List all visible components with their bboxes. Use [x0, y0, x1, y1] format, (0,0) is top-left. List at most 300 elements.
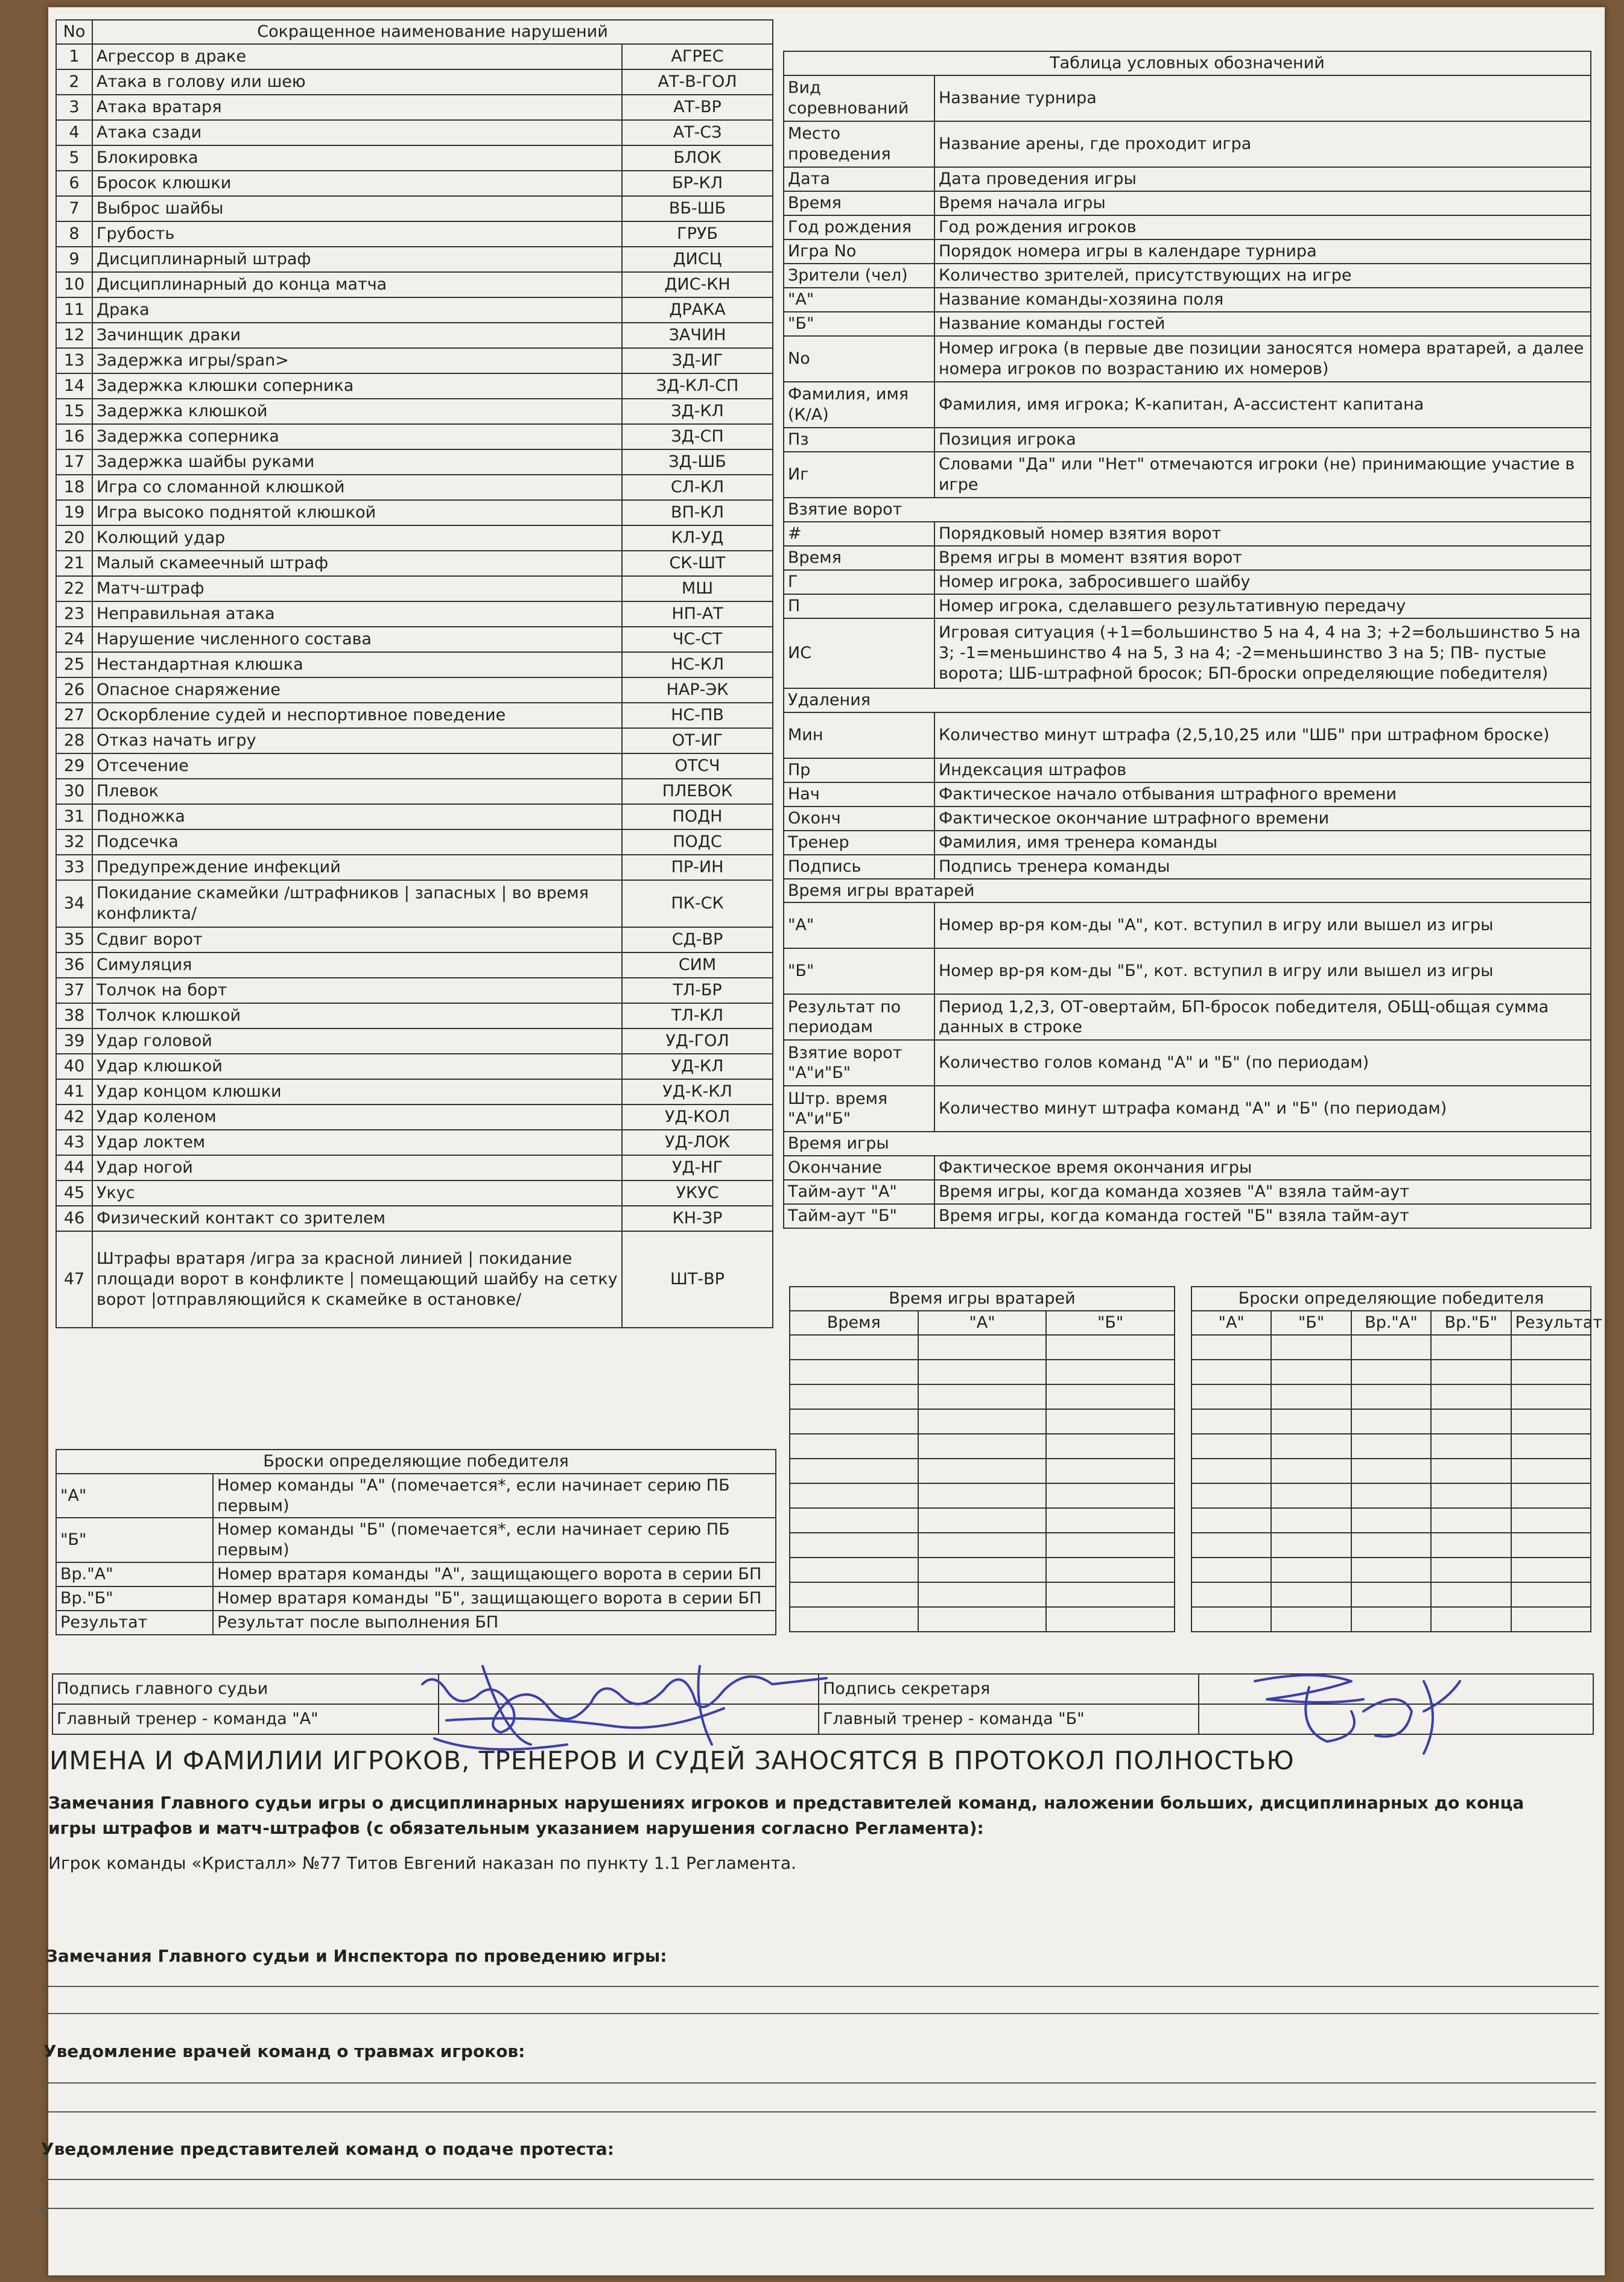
- violation-row: [56, 601, 773, 627]
- violation-code: УКУС: [622, 1181, 773, 1206]
- goalie-time-cell[interactable]: [790, 1459, 918, 1483]
- violation-name: Драка: [92, 297, 622, 323]
- legend-row: [784, 1086, 1591, 1132]
- shootout-row: [1191, 1335, 1591, 1360]
- goalie-time-cell[interactable]: [790, 1533, 918, 1558]
- shootout-cell[interactable]: [1431, 1434, 1511, 1459]
- violation-no: 22: [56, 576, 92, 601]
- violation-row: [56, 1231, 773, 1328]
- shootout-cell[interactable]: [1511, 1360, 1591, 1384]
- shootout-legend-row: [56, 1611, 776, 1635]
- shootout-cell[interactable]: [1431, 1533, 1511, 1558]
- goalie-time-cell[interactable]: [790, 1483, 918, 1508]
- goalie-time-cell[interactable]: [790, 1582, 918, 1607]
- goalie-time-row: [790, 1582, 1175, 1607]
- shootout-cell[interactable]: [1271, 1508, 1351, 1533]
- violation-row: [56, 1054, 773, 1079]
- violation-name: Нестандартная клюшка: [92, 652, 622, 677]
- violation-no: 28: [56, 728, 92, 753]
- goalie-time-cell[interactable]: [790, 1360, 918, 1384]
- violation-row: [56, 753, 773, 779]
- violation-no: 1: [56, 44, 92, 69]
- violation-row: [56, 1003, 773, 1028]
- shootout-cell[interactable]: [1431, 1384, 1511, 1409]
- shootout-legend-value: Номер команды "Б" (помечается*, если начинает серию ПБ первым): [213, 1518, 776, 1562]
- violation-name: Грубость: [92, 221, 622, 247]
- shootout-legend-body: [56, 1474, 776, 1635]
- shootout-cell[interactable]: [1511, 1582, 1591, 1607]
- violation-row: [56, 399, 773, 424]
- legend-key: Взятие ворот "А"и"Б": [784, 1040, 934, 1086]
- shootout-cell[interactable]: [1431, 1582, 1511, 1607]
- shootout-cell[interactable]: [1191, 1335, 1271, 1360]
- violation-no: 4: [56, 120, 92, 145]
- shootout-cell[interactable]: [1351, 1607, 1431, 1632]
- shootout-cell[interactable]: [1191, 1384, 1271, 1409]
- shootout-cell[interactable]: [1511, 1533, 1591, 1558]
- goalie-time-cell[interactable]: [918, 1335, 1047, 1360]
- shootout-cell[interactable]: [1511, 1434, 1591, 1459]
- shootout-cell[interactable]: [1511, 1558, 1591, 1582]
- shootout-cell[interactable]: [1191, 1459, 1271, 1483]
- legend-key: "А": [784, 902, 934, 948]
- legend-row: [784, 121, 1591, 167]
- violation-no: 11: [56, 297, 92, 323]
- goalie-time-body: [790, 1335, 1175, 1632]
- shootout-cell[interactable]: [1431, 1607, 1511, 1632]
- violation-no: 9: [56, 247, 92, 272]
- secretary-signature: [1243, 1663, 1472, 1760]
- shootout-cell[interactable]: [1191, 1558, 1271, 1582]
- shootout-cell[interactable]: [1191, 1434, 1271, 1459]
- legend-key: Время: [784, 546, 934, 570]
- violation-no: 34: [56, 880, 92, 927]
- shootout-cell[interactable]: [1511, 1409, 1591, 1434]
- shootout-cell[interactable]: [1351, 1409, 1431, 1434]
- shootout-cell[interactable]: [1351, 1533, 1431, 1558]
- violation-no: 47: [56, 1231, 92, 1328]
- legend-value: Название турнира: [934, 75, 1591, 121]
- goalie-time-cell[interactable]: [918, 1360, 1047, 1384]
- legend-table: [783, 51, 1591, 1229]
- shootout-cell[interactable]: [1271, 1335, 1351, 1360]
- violation-row: [56, 247, 773, 272]
- violation-no: 17: [56, 449, 92, 475]
- shootout-cell[interactable]: [1351, 1384, 1431, 1409]
- legend-key: Окончание: [784, 1156, 934, 1180]
- shootout-cell[interactable]: [1351, 1459, 1431, 1483]
- violation-code: СЛ-КЛ: [622, 475, 773, 500]
- violation-code: УД-ГОЛ: [622, 1028, 773, 1054]
- violation-row: [56, 525, 773, 551]
- legend-value: Фактическое окончание штрафного времени: [934, 807, 1591, 831]
- legend-row: [784, 167, 1591, 191]
- legend-row: [784, 712, 1591, 758]
- shootout-legend-value: Номер вратаря команды "Б", защищающего ворота в серии БП: [213, 1586, 776, 1611]
- legend-key: Иг: [784, 452, 934, 498]
- goalie-time-cell[interactable]: [790, 1384, 918, 1409]
- legend-value: Порядковый номер взятия ворот: [934, 522, 1591, 546]
- legend-row: [784, 75, 1591, 121]
- inspector-line-2[interactable]: [42, 2013, 1599, 2014]
- goalie-time-row: [790, 1384, 1175, 1409]
- legend-key: Оконч: [784, 807, 934, 831]
- violation-no: 44: [56, 1155, 92, 1181]
- shootout-cell[interactable]: [1431, 1335, 1511, 1360]
- violation-no: 30: [56, 779, 92, 804]
- legend-key: Нач: [784, 782, 934, 807]
- inspector-remarks-title: Замечания Главного судьи и Инспектора по проведению игры:: [46, 1946, 667, 1966]
- legend-value: Номер вр-ря ком-ды "А", кот. вступил в игру или вышел из игры: [934, 902, 1591, 948]
- legend-row: [784, 782, 1591, 807]
- violation-no: 5: [56, 145, 92, 171]
- legend-key: Место проведения: [784, 121, 934, 167]
- shootout-cell[interactable]: [1271, 1409, 1351, 1434]
- legend-row: [784, 948, 1591, 994]
- legend-row: [784, 312, 1591, 336]
- legend-row: [784, 1156, 1591, 1180]
- goalie-time-cell[interactable]: [1046, 1434, 1175, 1459]
- legend-row: [784, 831, 1591, 855]
- violation-no: 21: [56, 551, 92, 576]
- legend-value: Количество минут штрафа (2,5,10,25 или "ШБ" при штрафном броске): [934, 712, 1591, 758]
- violation-row: [56, 804, 773, 829]
- violation-name: Матч-штраф: [92, 576, 622, 601]
- legend-value: Время игры в момент взятия ворот: [934, 546, 1591, 570]
- goalie-time-cell[interactable]: [918, 1483, 1047, 1508]
- goalie-time-cell[interactable]: [1046, 1409, 1175, 1434]
- goalie-time-cell[interactable]: [790, 1508, 918, 1533]
- shootout-cell[interactable]: [1351, 1360, 1431, 1384]
- violation-name: Симуляция: [92, 952, 622, 978]
- goalie-time-cell[interactable]: [1046, 1459, 1175, 1483]
- violation-name: Малый скамеечный штраф: [92, 551, 622, 576]
- violation-name: Штрафы вратаря /игра за красной линией | покидание площади ворот в конфликте | помещающий шайбу на сетку ворот |отправляющийся к скамейке в остановке/: [92, 1231, 622, 1328]
- legend-section: [784, 1132, 1591, 1156]
- shootout-cell[interactable]: [1271, 1434, 1351, 1459]
- violation-name: Задержка клюшкой: [92, 399, 622, 424]
- legend-key: Тренер: [784, 831, 934, 855]
- goalie-time-cell[interactable]: [1046, 1558, 1175, 1582]
- shootout-cell[interactable]: [1351, 1582, 1431, 1607]
- goalie-time-cell[interactable]: [918, 1533, 1047, 1558]
- legend-key: Тайм-аут "Б": [784, 1204, 934, 1228]
- shootout-cell[interactable]: [1191, 1483, 1271, 1508]
- legend-body: [784, 75, 1591, 1228]
- violation-no: 31: [56, 804, 92, 829]
- goalie-time-header: "Б": [1046, 1311, 1175, 1335]
- legend-value: Количество зрителей, присутствующих на игре: [934, 264, 1591, 288]
- legend-value: Фамилия, имя тренера команды: [934, 831, 1591, 855]
- legend-key: Пз: [784, 428, 934, 452]
- shootout-cell[interactable]: [1511, 1459, 1591, 1483]
- violation-name: Игра высоко поднятой клюшкой: [92, 500, 622, 525]
- shootout-legend-key: "Б": [56, 1518, 213, 1562]
- violation-code: ЗД-КЛ: [622, 399, 773, 424]
- legend-value: Название арены, где проходит игра: [934, 121, 1591, 167]
- protest-title: Уведомление представителей команд о подаче протеста:: [41, 2139, 614, 2159]
- violation-row: [56, 627, 773, 652]
- goalie-time-table: [789, 1286, 1175, 1632]
- shootout-row: [1191, 1483, 1591, 1508]
- violation-row: [56, 1028, 773, 1054]
- violation-name: Блокировка: [92, 145, 622, 171]
- violation-name: Нарушение численного состава: [92, 627, 622, 652]
- violation-name: Задержка соперника: [92, 424, 622, 449]
- goalie-time-cell[interactable]: [790, 1335, 918, 1360]
- legend-value: Время игры, когда команда гостей "Б" взяла тайм-аут: [934, 1204, 1591, 1228]
- goalie-time-row: [790, 1607, 1175, 1632]
- legend-row: [784, 1040, 1591, 1086]
- violation-code: УД-КЛ: [622, 1054, 773, 1079]
- goalie-time-cell[interactable]: [918, 1558, 1047, 1582]
- legend-key: No: [784, 336, 934, 382]
- inspector-line-1[interactable]: [42, 1986, 1599, 1987]
- legend-key: "Б": [784, 312, 934, 336]
- goalie-time-cell[interactable]: [790, 1607, 918, 1632]
- shootout-cell[interactable]: [1351, 1558, 1431, 1582]
- shootout-cell[interactable]: [1351, 1434, 1431, 1459]
- legend-value: Дата проведения игры: [934, 167, 1591, 191]
- shootout-cell[interactable]: [1511, 1508, 1591, 1533]
- shootout-legend-value: Номер вратаря команды "А", защищающего ворота в серии БП: [213, 1562, 776, 1586]
- legend-value: Номер игрока (в первые две позиции заносятся номера вратарей, а далее номера игроков по возрастанию их номеров): [934, 336, 1591, 382]
- shootout-cell[interactable]: [1191, 1582, 1271, 1607]
- legend-row: [784, 428, 1591, 452]
- shootout-cell[interactable]: [1271, 1582, 1351, 1607]
- shootout-title: Броски определяющие победителя: [1191, 1287, 1591, 1311]
- goalie-time-cell[interactable]: [790, 1409, 918, 1434]
- violation-code: ТЛ-БР: [622, 978, 773, 1003]
- legend-row: [784, 336, 1591, 382]
- violation-code: ДИСЦ: [622, 247, 773, 272]
- protocol-sheet: [41, 7, 1605, 2275]
- violations-title: Сокращенное наименование нарушений: [92, 20, 773, 44]
- goalie-time-row: [790, 1360, 1175, 1384]
- remarks-text: Игрок команды «Кристалл» №77 Титов Евгений наказан по пункту 1.1 Регламента.: [48, 1853, 796, 1873]
- shootout-legend-title: Броски определяющие победителя: [56, 1450, 776, 1474]
- goalie-time-cell[interactable]: [1046, 1582, 1175, 1607]
- legend-key: Мин: [784, 712, 934, 758]
- shootout-legend-row: [56, 1518, 776, 1562]
- violation-name: Предупреждение инфекций: [92, 855, 622, 880]
- violation-no: 39: [56, 1028, 92, 1054]
- goalie-time-row: [790, 1409, 1175, 1434]
- violation-code: ВБ-ШБ: [622, 196, 773, 221]
- violation-row: [56, 880, 773, 927]
- violation-code: ЗД-ШБ: [622, 449, 773, 475]
- legend-section-title: Удаления: [784, 688, 1591, 712]
- shootout-header: "А": [1191, 1311, 1271, 1335]
- goalie-time-cell[interactable]: [1046, 1384, 1175, 1409]
- legend-row: [784, 1180, 1591, 1204]
- legend-key: #: [784, 522, 934, 546]
- shootout-cell[interactable]: [1511, 1483, 1591, 1508]
- violation-row: [56, 272, 773, 297]
- goalie-time-cell[interactable]: [918, 1409, 1047, 1434]
- violation-code: ОТ-ИГ: [622, 728, 773, 753]
- violations-no-header: No: [56, 20, 92, 44]
- shootout-legend-key: Вр."Б": [56, 1586, 213, 1611]
- legend-row: [784, 452, 1591, 498]
- legend-value: Номер игрока, сделавшего результативную передачу: [934, 594, 1591, 618]
- violation-no: 2: [56, 69, 92, 95]
- goalie-time-cell[interactable]: [1046, 1508, 1175, 1533]
- violation-row: [56, 829, 773, 855]
- violation-row: [56, 44, 773, 69]
- shootout-cell[interactable]: [1431, 1459, 1511, 1483]
- head-coach-b-label: Главный тренер - команда "Б": [819, 1704, 1199, 1734]
- violation-name: Бросок клюшки: [92, 171, 622, 196]
- shootout-cell[interactable]: [1431, 1508, 1511, 1533]
- injuries-line-2[interactable]: [40, 2111, 1596, 2112]
- shootout-cell[interactable]: [1191, 1508, 1271, 1533]
- goalie-time-row: [790, 1335, 1175, 1360]
- legend-value: Индексация штрафов: [934, 758, 1591, 782]
- shootout-cell[interactable]: [1271, 1483, 1351, 1508]
- secretary-label: Подпись секретаря: [819, 1674, 1199, 1704]
- violation-no: 37: [56, 978, 92, 1003]
- violation-no: 7: [56, 196, 92, 221]
- shootout-cell[interactable]: [1191, 1607, 1271, 1632]
- violation-row: [56, 1155, 773, 1181]
- shootout-cell[interactable]: [1271, 1360, 1351, 1384]
- violation-no: 29: [56, 753, 92, 779]
- shootout-cell[interactable]: [1271, 1558, 1351, 1582]
- violation-row: [56, 348, 773, 373]
- goalie-time-cell[interactable]: [1046, 1335, 1175, 1360]
- protest-line-1[interactable]: [37, 2179, 1594, 2180]
- violation-name: Удар клюшкой: [92, 1054, 622, 1079]
- violation-no: 18: [56, 475, 92, 500]
- legend-row: [784, 215, 1591, 239]
- violation-row: [56, 475, 773, 500]
- shootout-cell[interactable]: [1271, 1384, 1351, 1409]
- shootout-cell[interactable]: [1511, 1384, 1591, 1409]
- violation-code: АГРЕС: [622, 44, 773, 69]
- goalie-time-cell[interactable]: [918, 1607, 1047, 1632]
- violation-row: [56, 576, 773, 601]
- violation-name: Физический контакт со зрителем: [92, 1206, 622, 1231]
- violation-code: МШ: [622, 576, 773, 601]
- goalie-time-cell[interactable]: [1046, 1607, 1175, 1632]
- goalie-time-cell[interactable]: [790, 1434, 918, 1459]
- shootout-body: [1191, 1335, 1591, 1632]
- shootout-header: Вр."Б": [1431, 1311, 1511, 1335]
- violation-code: АТ-В-ГОЛ: [622, 69, 773, 95]
- legend-row: [784, 288, 1591, 312]
- shootout-cell[interactable]: [1271, 1459, 1351, 1483]
- violation-code: ЗД-СП: [622, 424, 773, 449]
- violation-name: Отказ начать игру: [92, 728, 622, 753]
- legend-value: Количество голов команд "А" и "Б" (по периодам): [934, 1040, 1591, 1086]
- goalie-time-cell[interactable]: [918, 1459, 1047, 1483]
- violation-name: Сдвиг ворот: [92, 927, 622, 952]
- shootout-cell[interactable]: [1351, 1335, 1431, 1360]
- shootout-cell[interactable]: [1191, 1409, 1271, 1434]
- violation-row: [56, 424, 773, 449]
- legend-key: Подпись: [784, 855, 934, 879]
- shootout-legend-row: [56, 1586, 776, 1611]
- violation-code: УД-К-КЛ: [622, 1079, 773, 1105]
- shootout-cell[interactable]: [1271, 1533, 1351, 1558]
- goalie-time-cell[interactable]: [918, 1384, 1047, 1409]
- violation-name: Опасное снаряжение: [92, 677, 622, 703]
- violation-no: 23: [56, 601, 92, 627]
- violation-name: Подножка: [92, 804, 622, 829]
- legend-key: Год рождения: [784, 215, 934, 239]
- violation-row: [56, 703, 773, 728]
- goalie-time-cell[interactable]: [1046, 1483, 1175, 1508]
- goalie-time-cell[interactable]: [918, 1508, 1047, 1533]
- goalie-time-cell[interactable]: [1046, 1360, 1175, 1384]
- legend-key: Штр. время "А"и"Б": [784, 1086, 934, 1132]
- goalie-time-cell[interactable]: [1046, 1533, 1175, 1558]
- violation-no: 45: [56, 1181, 92, 1206]
- shootout-cell[interactable]: [1511, 1607, 1591, 1632]
- violation-row: [56, 120, 773, 145]
- shootout-cell[interactable]: [1431, 1360, 1511, 1384]
- legend-row: [784, 994, 1591, 1040]
- shootout-cell[interactable]: [1191, 1533, 1271, 1558]
- legend-value: Игровая ситуация (+1=большинство 5 на 4, 4 на 3; +2=большинство 5 на 3; -1=меньшинство 4 на 5, 3 на 4; -2=меньшинство 3 на 5; ПВ- пустые ворота; ШБ-штрафной бросок; БП-броски определяющие победителя): [934, 618, 1591, 688]
- violation-no: 43: [56, 1130, 92, 1155]
- shootout-row: [1191, 1533, 1591, 1558]
- legend-value: Период 1,2,3, ОТ-овертайм, БП-бросок победителя, ОБЩ-общая сумма данных в строке: [934, 994, 1591, 1040]
- violation-name: Выброс шайбы: [92, 196, 622, 221]
- shootout-cell[interactable]: [1431, 1558, 1511, 1582]
- violation-code: ПК-СК: [622, 880, 773, 927]
- shootout-cell[interactable]: [1351, 1508, 1431, 1533]
- violations-table: [56, 19, 773, 1328]
- violation-row: [56, 95, 773, 120]
- shootout-row: [1191, 1558, 1591, 1582]
- violation-row: [56, 297, 773, 323]
- shootout-cell[interactable]: [1431, 1483, 1511, 1508]
- protest-line-2[interactable]: [37, 2208, 1594, 2209]
- legend-value: Время начала игры: [934, 191, 1591, 215]
- violation-name: Укус: [92, 1181, 622, 1206]
- shootout-cell[interactable]: [1431, 1409, 1511, 1434]
- shootout-row: [1191, 1434, 1591, 1459]
- violation-code: АТ-ВР: [622, 95, 773, 120]
- goalie-time-cell[interactable]: [790, 1558, 918, 1582]
- shootout-row: [1191, 1384, 1591, 1409]
- legend-row: [784, 618, 1591, 688]
- shootout-legend-key: "А": [56, 1474, 213, 1518]
- shootout-cell[interactable]: [1271, 1607, 1351, 1632]
- violation-no: 36: [56, 952, 92, 978]
- shootout-cell[interactable]: [1351, 1483, 1431, 1508]
- violations-body: [56, 44, 773, 1328]
- goalie-time-cell[interactable]: [918, 1582, 1047, 1607]
- violation-code: ПОДН: [622, 804, 773, 829]
- violation-row: [56, 1079, 773, 1105]
- violation-name: Задержка шайбы руками: [92, 449, 622, 475]
- legend-row: [784, 264, 1591, 288]
- legend-value: Фамилия, имя игрока; К-капитан, А-ассистент капитана: [934, 382, 1591, 428]
- shootout-legend-value: Номер команды "А" (помечается*, если начинает серию ПБ первым): [213, 1474, 776, 1518]
- shootout-cell[interactable]: [1511, 1335, 1591, 1360]
- goalie-time-cell[interactable]: [918, 1434, 1047, 1459]
- violation-name: Отсечение: [92, 753, 622, 779]
- legend-row: [784, 594, 1591, 618]
- violation-code: УД-КОЛ: [622, 1105, 773, 1130]
- shootout-legend-row: [56, 1562, 776, 1586]
- shootout-header: "Б": [1271, 1311, 1351, 1335]
- injuries-line-1[interactable]: [40, 2082, 1596, 2084]
- shootout-cell[interactable]: [1191, 1360, 1271, 1384]
